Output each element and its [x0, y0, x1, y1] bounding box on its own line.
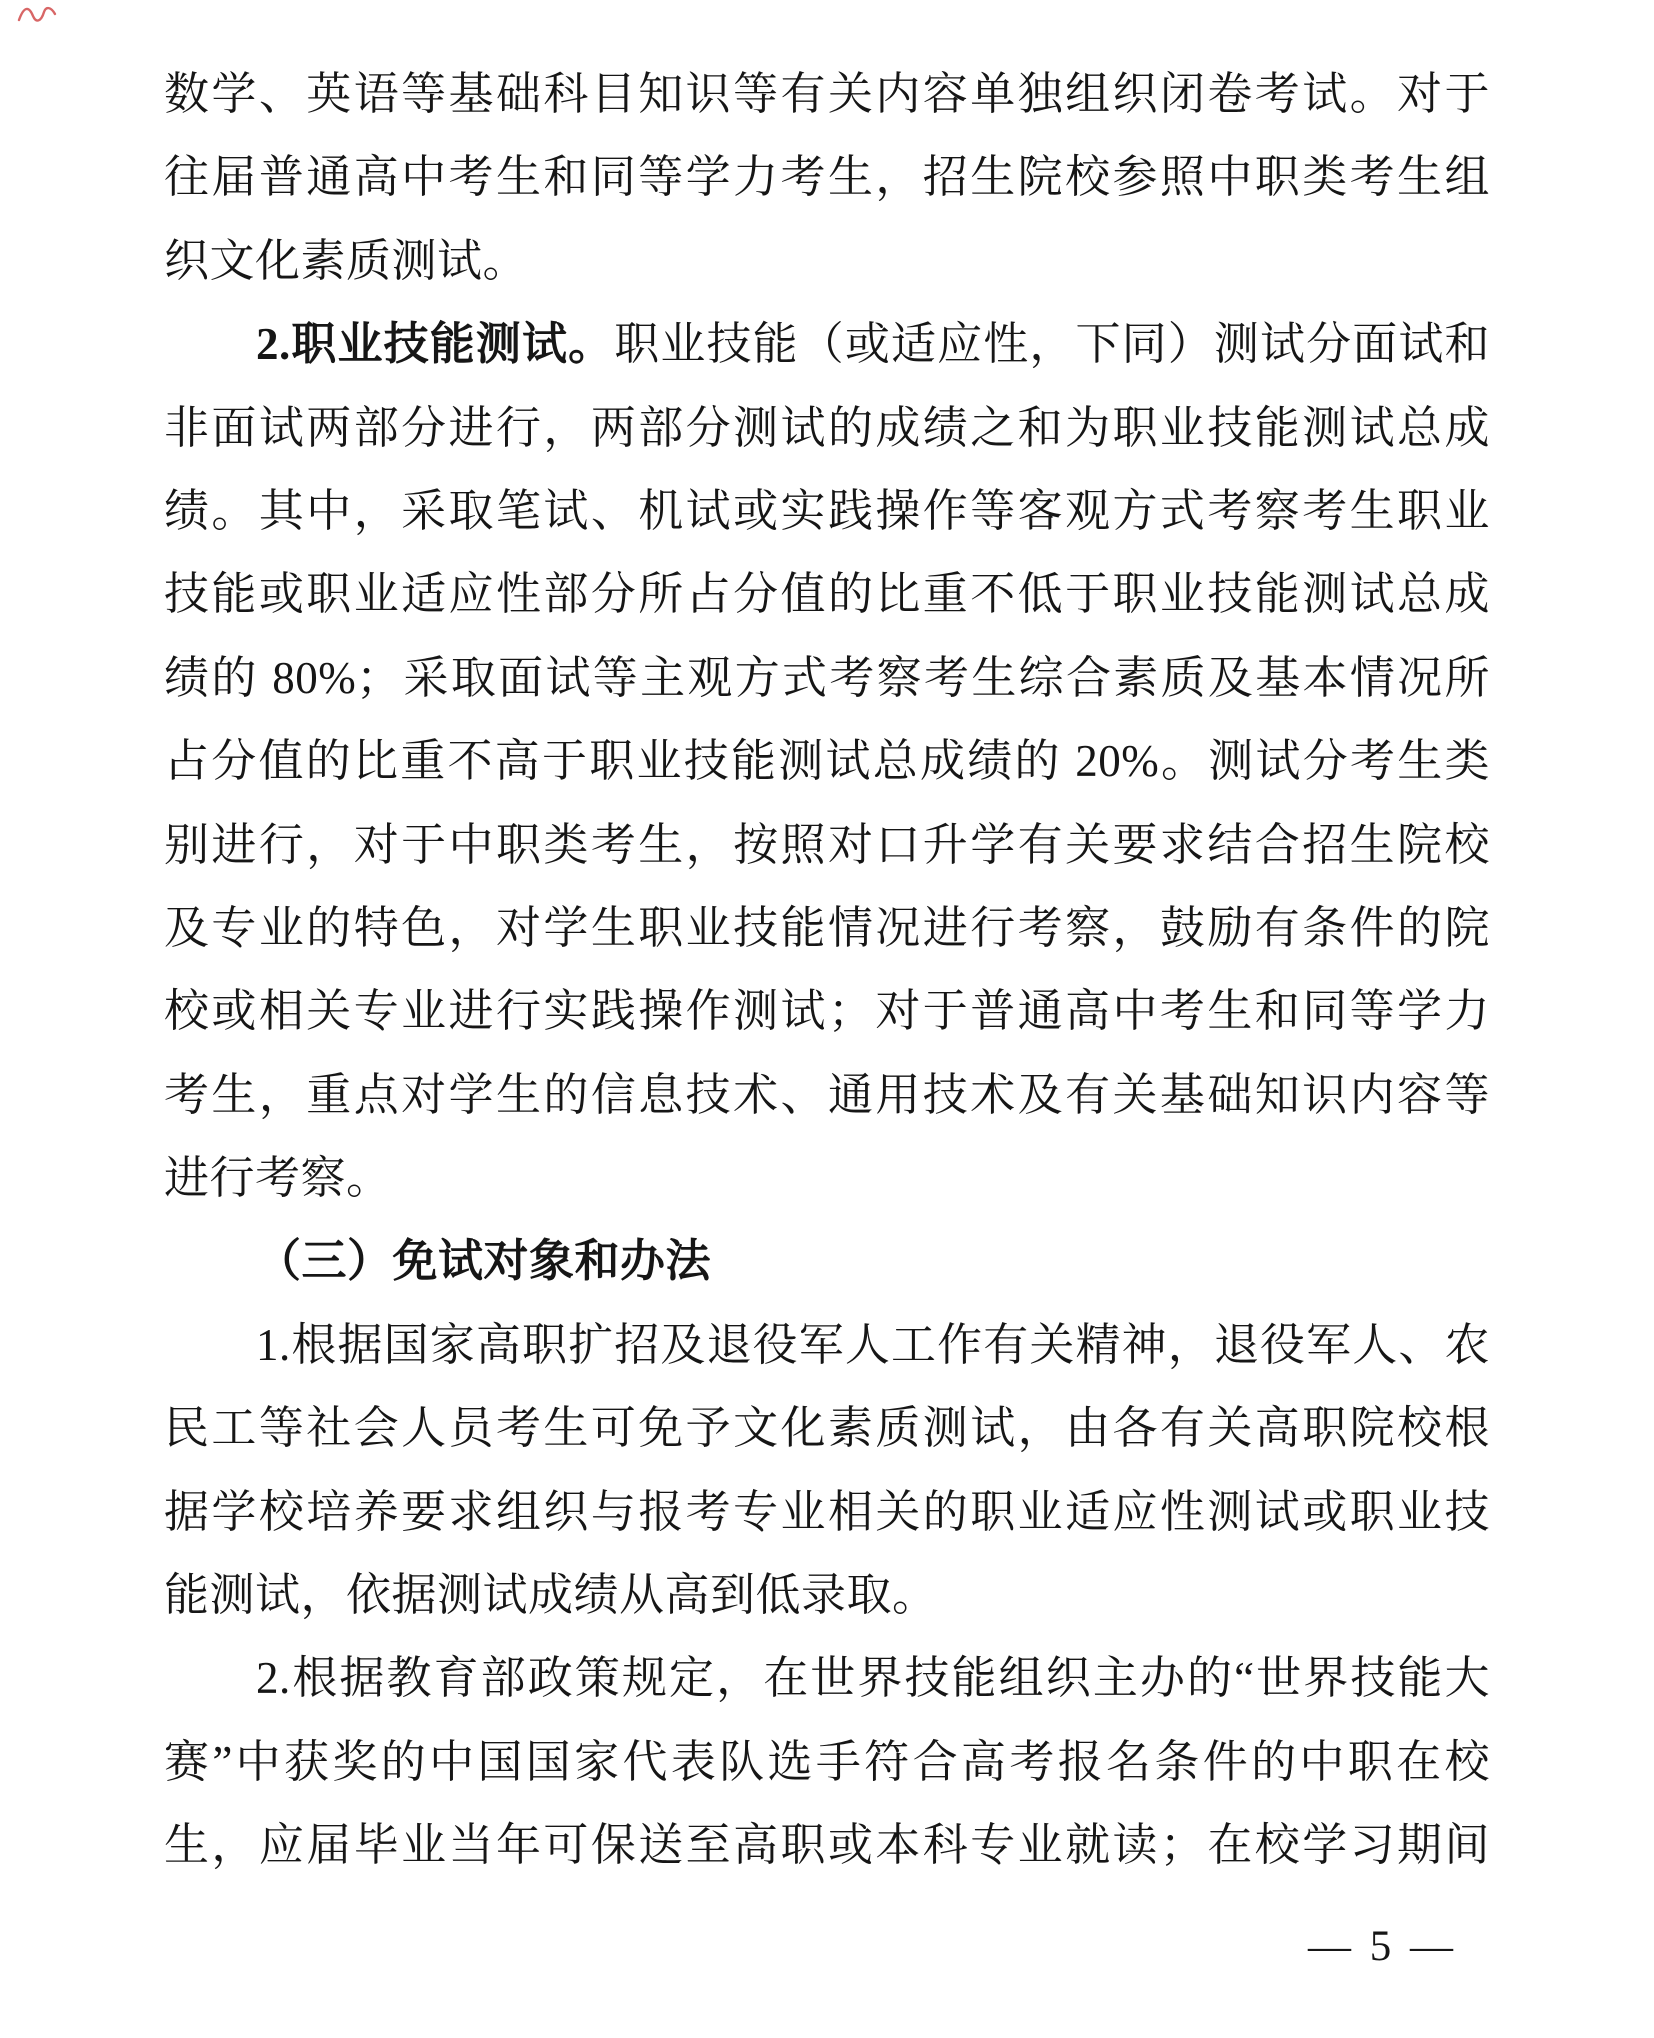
text-line — [164, 1721, 1490, 1804]
text-line — [164, 1054, 1490, 1137]
text-segment: 别进行，对于中职类考生，按照对口升学有关要求结合招生院校 — [164, 819, 1490, 870]
text-segment: 数学、英语等基础科目知识等有关内容单独组织闭卷考试。对于 — [164, 69, 1490, 119]
bold-text-segment: （三）免试对象和办法 — [256, 1236, 712, 1287]
text-line — [164, 970, 1490, 1053]
text-segment: 往届普通高中考生和同等学力考生，招生院校参照中职类考生组 — [164, 152, 1490, 203]
text-line — [164, 387, 1490, 470]
text-line — [164, 303, 1490, 386]
page-number: — 5 — — [1308, 1923, 1457, 1970]
text-line — [164, 553, 1490, 636]
text-segment: 校或相关专业进行实践操作测试；对于普通高中考生和同等学力 — [164, 986, 1490, 1037]
text-line — [164, 1137, 1490, 1220]
text-line — [164, 887, 1490, 970]
text-segment: 技能或职业适应性部分所占分值的比重不低于职业技能测试总成 — [164, 569, 1490, 620]
text-line — [164, 1554, 1490, 1637]
text-line — [164, 1387, 1490, 1470]
text-segment: 绩的 80%；采取面试等主观方式考察考生综合素质及基本情况所 — [164, 652, 1490, 703]
text-line — [164, 1637, 1490, 1720]
text-line — [164, 1471, 1490, 1554]
text-segment: 1.根据国家高职扩招及退役军人工作有关精神，退役军人、农 — [256, 1319, 1490, 1370]
red-pen-mark-icon — [16, 2, 58, 28]
text-line — [164, 53, 1490, 136]
text-segment: 民工等社会人员考生可免予文化素质测试，由各有关高职院校根 — [164, 1403, 1490, 1454]
text-line — [164, 136, 1490, 219]
text-line — [164, 637, 1490, 720]
text-segment: 织文化素质测试。 — [164, 235, 529, 286]
text-line — [164, 1304, 1490, 1387]
text-segment: 职业技能（或适应性，下同）测试分面试和 — [614, 319, 1490, 370]
text-segment: 及专业的特色，对学生职业技能情况进行考察，鼓励有条件的院 — [164, 902, 1490, 953]
text-segment: 2.根据教育部政策规定，在世界技能组织主办的“世界技能大 — [256, 1653, 1490, 1704]
text-line — [164, 470, 1490, 553]
text-segment: 非面试两部分进行，两部分测试的成绩之和为职业技能测试总成 — [164, 402, 1490, 453]
text-segment: 绩。其中，采取笔试、机试或实践操作等客观方式考察考生职业 — [164, 485, 1490, 536]
text-segment: 考生，重点对学生的信息技术、通用技术及有关基础知识内容等 — [164, 1069, 1490, 1120]
bold-text-segment: 2.职业技能测试。 — [256, 319, 615, 370]
text-segment: 据学校培养要求组织与报考专业相关的职业适应性测试或职业技 — [164, 1486, 1490, 1537]
text-line — [164, 804, 1490, 887]
text-segment: 赛”中获奖的中国国家代表队选手符合高考报名条件的中职在校 — [164, 1736, 1490, 1787]
text-line — [164, 1220, 1490, 1303]
text-segment: 占分值的比重不高于职业技能测试总成绩的 20%。测试分考生类 — [164, 736, 1490, 787]
document-body — [164, 53, 1490, 1888]
text-line — [164, 1804, 1490, 1887]
text-line — [164, 720, 1490, 803]
text-line — [164, 220, 1490, 303]
text-segment: 生，应届毕业当年可保送至高职或本科专业就读；在校学习期间 — [164, 1820, 1490, 1871]
text-segment: 能测试，依据测试成绩从高到低录取。 — [164, 1570, 938, 1621]
text-segment: 进行考察。 — [164, 1153, 392, 1204]
